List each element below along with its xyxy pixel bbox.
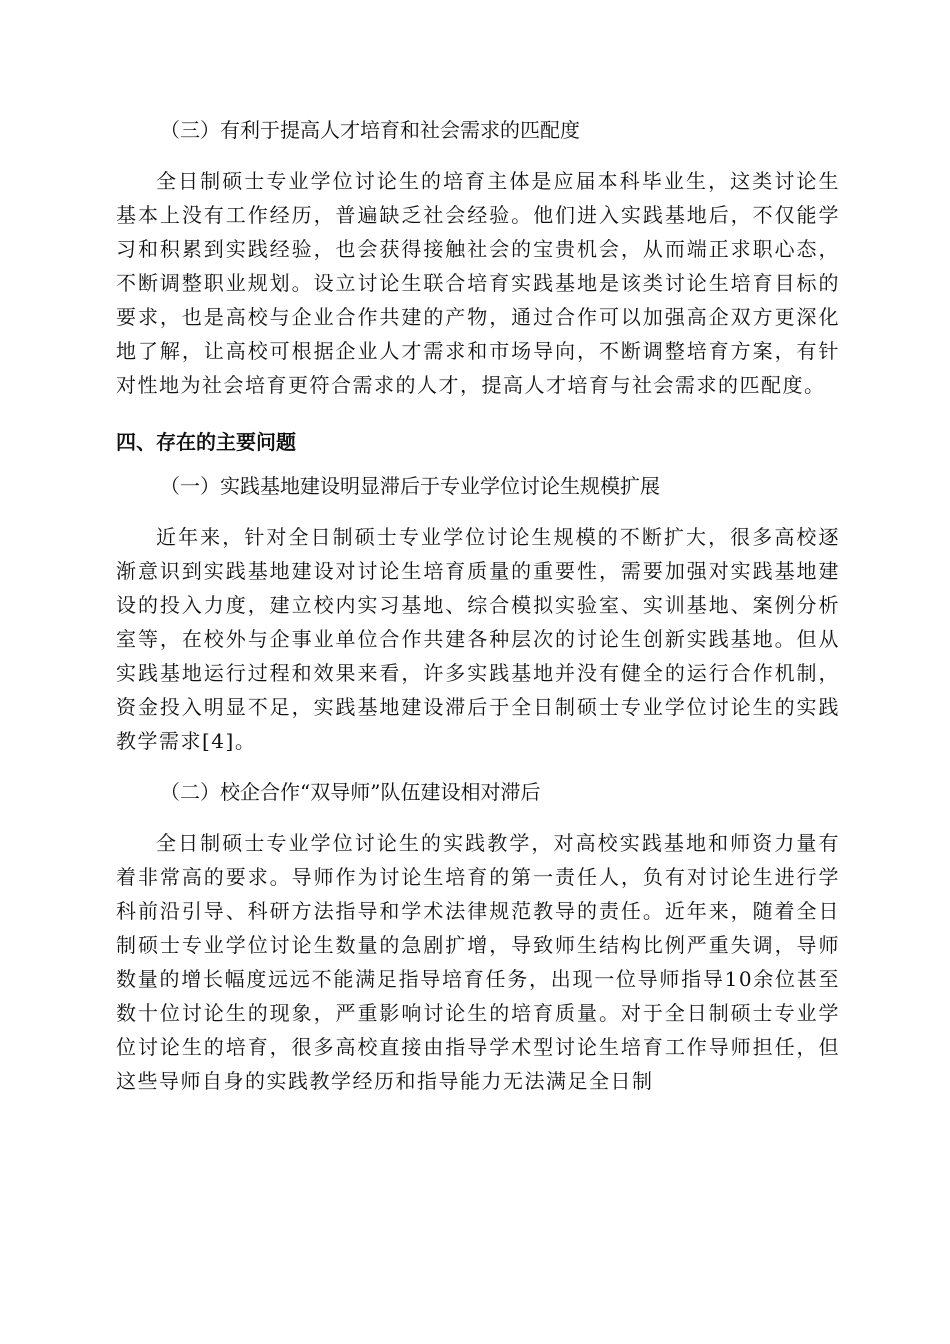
subsection-heading-4-2: （二）校企合作“双导师”队伍建设相对滞后: [160, 780, 541, 804]
paragraph-practice-base: 近年来，针对全日制硕士专业学位讨论生规模的不断扩大，很多高校逐渐意识到实践基地建设对讨论生培育质量的重要性，需要加强对实践基地建设的投入力度，建立校内实习基地、综合模拟实验室、实训基地、案例分析室等，在校外与企事业单位合作共建各种层次的讨论生创新实践基地。但从实践基地运行过程和效果来看，许多实践基地并没有健全的运行合作机制，资金投入明显不足，实践基地建设滞后于全日制硕士专业学位讨论生的实践教学需求[4]。: [116, 525, 840, 753]
subsection-heading-3: （三）有利于提高人才培育和社会需求的匹配度: [160, 118, 580, 142]
section-heading-4: 四、存在的主要问题: [116, 430, 296, 454]
document-body: [116, 108, 840, 1098]
paragraph-matching-degree: 全日制硕士专业学位讨论生的培育主体是应届本科毕业生，这类讨论生基本上没有工作经历，普遍缺乏社会经验。他们进入实践基地后，不仅能学习和积累到实践经验，也会获得接触社会的宝贵机会，从而端正求职心态，不断调整职业规划。设立讨论生联合培育实践基地是该类讨论生培育目标的要求，也是高校与企业合作共建的产物，通过合作可以加强高企双方更深化地了解，让高校可根据企业人才需求和市场导向，不断调整培育方案，有针对性地为社会培育更符合需求的人才，提高人才培育与社会需求的匹配度。: [116, 169, 840, 397]
subsection-heading-4-1: （一）实践基地建设明显滞后于专业学位讨论生规模扩展: [160, 474, 660, 498]
paragraph-dual-mentor: 全日制硕士专业学位讨论生的实践教学，对高校实践基地和师资力量有着非常高的要求。导师作为讨论生培育的第一责任人，负有对讨论生进行学科前沿引导、科研方法指导和学术法律规范教导的责任。近年来，随着全日制硕士专业学位讨论生数量的急剧扩增，导致师生结构比例严重失调，导师数量的增长幅度远远不能满足指导培育任务，出现一位导师指导10余位甚至数十位讨论生的现象，严重影响讨论生的培育质量。对于全日制硕士专业学位讨论生的培育，很多高校直接由指导学术型讨论生培育工作导师担任，但这些导师自身的实践教学经历和指导能力无法满足全日制: [116, 831, 840, 1093]
